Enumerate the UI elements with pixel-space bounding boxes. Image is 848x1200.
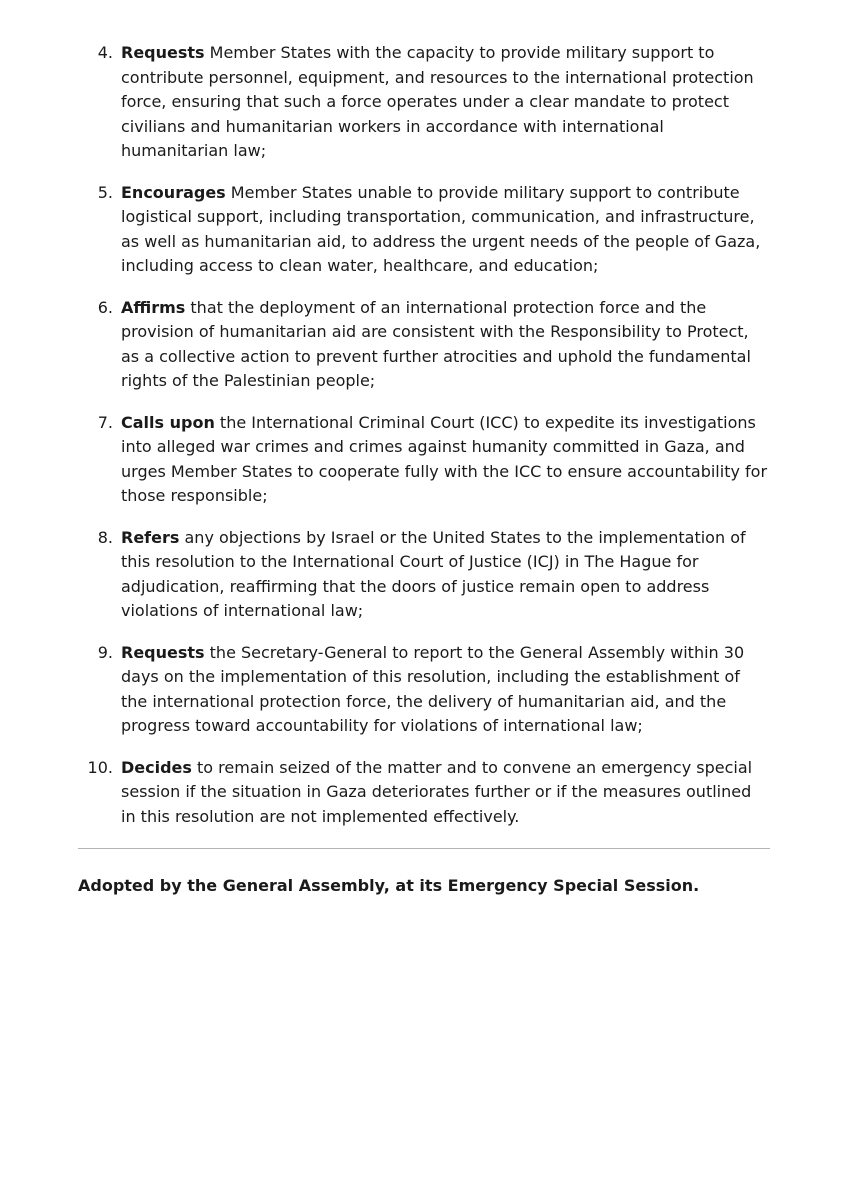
item-body-text: the International Criminal Court (ICC) to expedite its investigations into alleged war crimes and crimes against humanity committed in Gaza, and urges Member States to cooperate fully with the ICC to ensure accountability for those responsible; bbox=[121, 412, 768, 505]
item-body-text: Member States unable to provide military support to contribute logistical support, including transportation, communication, and infrastructure, as well as humanitarian aid, to address the urgent needs of the people of Gaza, including access to clean water, healthcare, and education; bbox=[121, 182, 761, 275]
list-item bbox=[78, 526, 770, 624]
item-text bbox=[121, 526, 770, 624]
item-body-text: Member States with the capacity to provide military support to contribute personnel, equipment, and resources to the international protection force, ensuring that such a force operates under a clear mandate to protect civilians and humanitarian workers in accordance with international humanitarian law; bbox=[121, 43, 754, 160]
item-number: 9. bbox=[97, 642, 113, 662]
item-lead-word: Refers bbox=[121, 527, 180, 547]
item-lead-word: Requests bbox=[121, 43, 205, 62]
item-lead-word: Requests bbox=[121, 642, 205, 662]
item-text bbox=[121, 641, 770, 739]
list-item bbox=[78, 756, 770, 830]
section-divider bbox=[78, 848, 770, 849]
list-item bbox=[78, 411, 770, 509]
item-number: 7. bbox=[97, 412, 113, 432]
resolution-clause-list bbox=[78, 41, 770, 829]
item-body-text: to remain seized of the matter and to convene an emergency special session if the situation in Gaza deteriorates further or if the measures outlined in this resolution are not implemented effectively. bbox=[121, 757, 753, 826]
list-item bbox=[78, 41, 770, 164]
item-text bbox=[121, 411, 770, 509]
item-lead-word: Calls upon bbox=[121, 412, 215, 432]
item-number: 5. bbox=[97, 182, 113, 202]
item-text bbox=[121, 756, 770, 830]
adoption-statement: Adopted by the General Assembly, at its Emergency Special Session. bbox=[78, 876, 700, 895]
item-body-text: any objections by Israel or the United States to the implementation of this resolution to the International Court of Justice (ICJ) in The Hague for adjudication, reaffirming that the doors of justice remain open to address violations of international law; bbox=[121, 527, 746, 620]
item-text bbox=[121, 181, 770, 279]
item-number: 10. bbox=[87, 757, 113, 777]
item-text bbox=[121, 296, 770, 394]
item-lead-word: Encourages bbox=[121, 182, 226, 202]
list-item bbox=[78, 296, 770, 394]
item-lead-word: Decides bbox=[121, 757, 192, 777]
item-number: 4. bbox=[97, 43, 113, 62]
list-item bbox=[78, 641, 770, 739]
item-body-text: that the deployment of an international protection force and the provision of humanitarian aid are consistent with the Responsibility to Protect, as a collective action to prevent further atrocities and uphold the fundamental rights of the Palestinian people; bbox=[121, 297, 751, 390]
item-number: 6. bbox=[97, 297, 113, 317]
item-text bbox=[121, 41, 770, 164]
list-item bbox=[78, 181, 770, 279]
item-lead-word: Affirms bbox=[121, 297, 186, 317]
item-body-text: the Secretary-General to report to the General Assembly within 30 days on the implementation of this resolution, including the establishment of the international protection force, the delivery of humanitarian aid, and the progress toward accountability for violations of international law; bbox=[121, 642, 745, 735]
item-number: 8. bbox=[97, 527, 113, 547]
